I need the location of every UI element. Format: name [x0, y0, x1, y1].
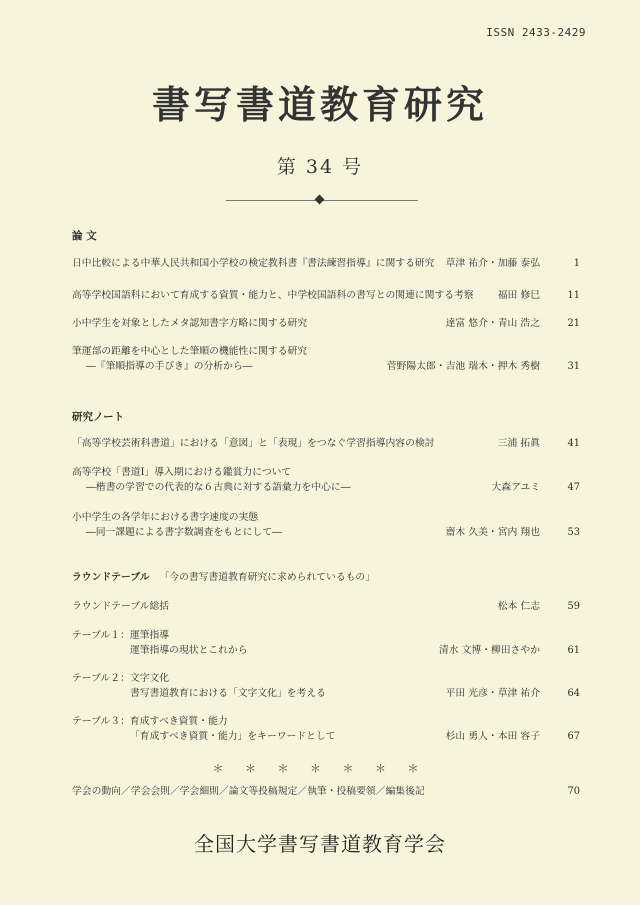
- roundtable-heading: [72, 570, 580, 585]
- issn-label: ISSN 2433-2429: [486, 26, 586, 39]
- entry-authors: 松本 仁志: [497, 601, 540, 612]
- section-heading-notes: 研究ノート: [72, 411, 125, 423]
- toc-entry: [72, 671, 580, 701]
- journal-title: 書写書道教育研究: [151, 82, 488, 127]
- section-heading-roundtable: ラウンドテーブル: [72, 572, 150, 583]
- table-label: テーブル３：育成すべき資質・能力: [72, 716, 228, 727]
- entry-title: 小中学生を対象としたメタ認知書字方略に関する研究: [72, 318, 308, 329]
- publisher-name: 全国大学書写書道教育学会: [194, 832, 446, 856]
- entry-page: 64: [567, 688, 580, 699]
- entry-title: 学会の動向／学会会則／学会細則／論文等投稿規定／執筆・投稿要領／編集後記: [72, 786, 425, 797]
- entry-page: 59: [567, 601, 580, 612]
- entry-subtitle: ―楷書の学習での代表的な６古典に対する語彙力を中心に―: [86, 482, 351, 493]
- entry-title: 日中比較による中華人民共和国小学校の検定教科書『書法練習指導』に関する研究: [72, 258, 435, 269]
- table-label: テーブル２：文字文化: [72, 673, 170, 684]
- entry-authors: 三浦 拓眞: [497, 438, 540, 449]
- entry-subtitle: ―同一課題による書字数調査をもとにして―: [86, 527, 282, 538]
- entry-authors: 杉山 勇人・本田 容子: [445, 731, 540, 742]
- toc-entry: [72, 599, 580, 614]
- section-separator-stars: ＊ ＊ ＊ ＊ ＊ ＊ ＊: [212, 762, 428, 775]
- entry-title: 高等学校国語科において育成する資質・能力と、中学校国語科の書写との関連に関する考察: [72, 290, 474, 301]
- entry-page: 11: [567, 290, 580, 301]
- issue-number: 第 34 号: [276, 156, 364, 178]
- entry-page: 67: [567, 731, 580, 742]
- toc-entry: [72, 714, 580, 744]
- entry-title: 筆運部の距離を中心とした筆順の機能性に関する研究: [72, 346, 308, 357]
- roundtable-theme: 「今の書写書道教育研究に求められているもの」: [159, 572, 376, 583]
- entry-authors: 齋木 久美・宮内 翔也: [445, 527, 540, 538]
- toc-entry: [72, 316, 580, 331]
- entry-page: 41: [567, 438, 580, 449]
- entry-page: 61: [567, 645, 580, 656]
- entry-title: 書写書道教育における「文字文化」を考える: [130, 688, 326, 699]
- entry-page: 70: [567, 786, 580, 797]
- toc-entry: [72, 510, 580, 540]
- section-heading-papers: 論 文: [72, 230, 97, 242]
- entry-authors: 大森アユミ: [491, 482, 540, 493]
- toc-entry: [72, 436, 580, 451]
- table-label: テーブル１：運筆指導: [72, 630, 170, 641]
- entry-authors: 福田 修巳: [497, 290, 540, 301]
- toc-entry: [72, 784, 580, 799]
- diamond-ornament-icon: [315, 195, 325, 205]
- entry-subtitle: ―『筆順指導の手びき』の分析から―: [86, 361, 253, 372]
- entry-authors: 達富 悠介・青山 浩之: [445, 318, 540, 329]
- toc-entry: [72, 628, 580, 658]
- toc-entry: [72, 344, 580, 374]
- entry-page: 53: [567, 527, 580, 538]
- entry-title: 「育成すべき資質・能力」をキーワードとして: [130, 731, 336, 742]
- entry-authors: 草津 祐介・加藤 泰弘: [445, 258, 540, 269]
- entry-page: 31: [567, 361, 580, 372]
- entry-authors: 菅野陽太郎・吉池 瑞木・押木 秀樹: [386, 361, 540, 372]
- entry-page: 21: [567, 318, 580, 329]
- toc-entry: [72, 288, 580, 303]
- entry-title: 小中学生の各学年における書字速度の実態: [72, 512, 259, 523]
- entry-title: 高等学校「書道Ⅰ」導入期における鑑賞力について: [72, 467, 292, 478]
- entry-title: ラウンドテーブル総括: [72, 601, 170, 612]
- entry-authors: 清水 文博・柳田さやか: [438, 645, 540, 656]
- entry-authors: 平田 光彦・草津 祐介: [445, 688, 540, 699]
- entry-page: 1: [573, 258, 580, 269]
- entry-title: 「高等学校芸術科書道」における「意図」と「表現」をつなぐ学習指導内容の検討: [72, 438, 435, 449]
- entry-title: 運筆指導の現状とこれから: [130, 645, 248, 656]
- toc-entry: [72, 256, 580, 271]
- entry-page: 47: [567, 482, 580, 493]
- toc-entry: [72, 465, 580, 495]
